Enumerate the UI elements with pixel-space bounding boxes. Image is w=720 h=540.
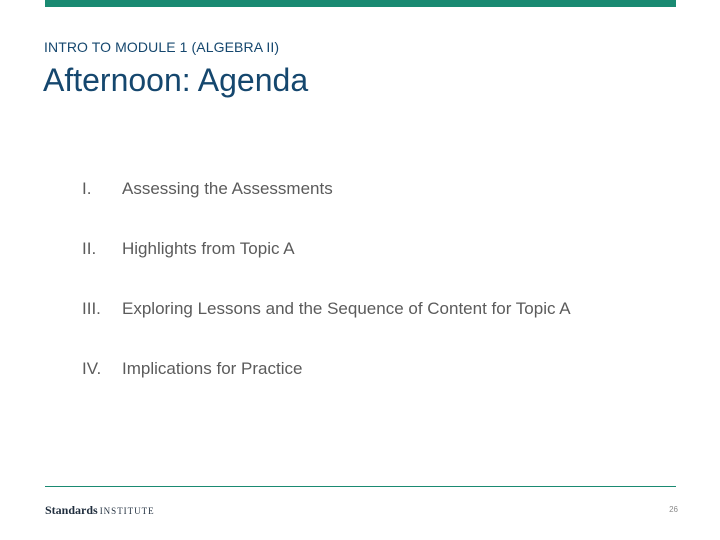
agenda-item bbox=[82, 237, 571, 261]
agenda-item-number: II. bbox=[82, 239, 97, 258]
footer-divider bbox=[45, 486, 676, 487]
logo-wordmark-light: INSTITUTE bbox=[99, 506, 155, 516]
agenda-item-label: Highlights from Topic A bbox=[122, 239, 295, 258]
agenda-item-label: Assessing the Assessments bbox=[122, 179, 333, 198]
page-number: 26 bbox=[669, 505, 678, 514]
agenda-item-number: III. bbox=[82, 299, 101, 318]
top-accent-bar bbox=[45, 0, 676, 7]
agenda-item-number: I. bbox=[82, 179, 92, 198]
slide-title: Afternoon: Agenda bbox=[43, 62, 309, 98]
agenda-list bbox=[82, 177, 571, 417]
agenda-item bbox=[82, 357, 571, 381]
logo-wordmark-strong: Standards bbox=[45, 503, 98, 517]
standards-institute-logo bbox=[45, 503, 155, 518]
slide-kicker: INTRO TO MODULE 1 (ALGEBRA II) bbox=[44, 39, 280, 55]
agenda-item bbox=[82, 297, 571, 321]
agenda-item-label: Exploring Lessons and the Sequence of Content for Topic A bbox=[122, 299, 571, 318]
agenda-item-label: Implications for Practice bbox=[122, 359, 303, 378]
agenda-item-number: IV. bbox=[82, 359, 102, 378]
agenda-item bbox=[82, 177, 571, 201]
